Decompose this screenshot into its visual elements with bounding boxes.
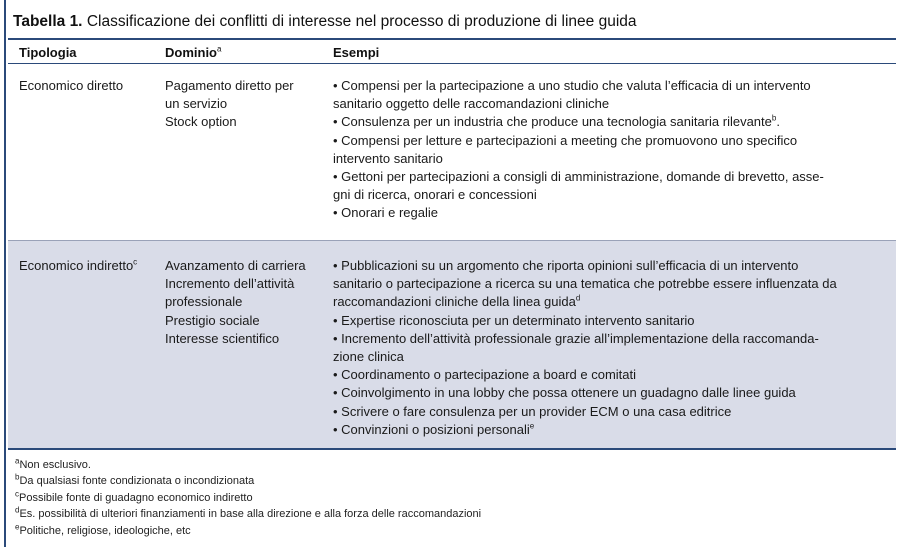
row-1-esempi-line (333, 168, 893, 186)
row-2-esempi-line (333, 275, 893, 293)
table-row-2 (8, 241, 896, 448)
row-1-esempi-text: gni di ricerca, onorari e concessioni (333, 187, 537, 203)
header-tipologia: Tipologia (19, 45, 77, 60)
footnote-ref-e: e (529, 421, 535, 431)
bottom-rule (8, 448, 896, 450)
table-title-text: Classificazione dei conflitti di interesse nel processo di produzione di linee guida (86, 13, 637, 30)
footnotes (15, 457, 481, 539)
footnote-mark: d (15, 505, 20, 515)
footnote-text: Non esclusivo. (19, 459, 91, 471)
table-title-label: Tabella 1. (13, 13, 83, 30)
row-1-dominio-line: Pagamento diretto per (165, 78, 294, 93)
row-1-esempi-line (333, 186, 893, 204)
table-title (13, 13, 637, 31)
row-2-esempi-text: • Coinvolgimento in una lobby che possa ottenere un guadagno dalle linee guida (333, 385, 796, 401)
header-dominio (165, 45, 221, 60)
footnote-text: Es. possibilità di ulteriori finanziamenti in base alla direzione e alla forza delle raccomandazioni (19, 508, 482, 521)
top-rule (8, 38, 896, 40)
row-1-dominio-line: Stock option (165, 114, 237, 130)
row-2-esempi-text: • Convinzioni o posizioni personali (333, 421, 530, 437)
footnote-c (15, 490, 481, 506)
footnote-ref-c: c (133, 257, 138, 267)
footnote-mark: b (15, 472, 20, 482)
row-1-esempi-text: sanitario oggetto delle raccomandazioni cliniche (333, 96, 610, 112)
row-2-esempi-text: • Scrivere o fare consulenza per un provider ECM o una casa editrice (333, 403, 732, 419)
row-1-esempi-line (333, 132, 893, 150)
row-2-esempi-text: raccomandazioni cliniche della linea guida (333, 294, 576, 310)
row-2-esempi-line (333, 348, 893, 366)
row-1-esempi-text: • Onorari e regalie (333, 205, 438, 221)
footnote-mark: e (15, 521, 20, 531)
row-1-esempi-line (333, 95, 893, 113)
footnote-text: Da qualsiasi fonte condizionata o incondizionata (19, 475, 255, 488)
row-2-dominio-line: professionale (165, 294, 243, 310)
row-2-esempi-text: • Coordinamento o partecipazione a board e comitati (333, 367, 637, 383)
row-1-esempi-line (333, 150, 893, 168)
footnote-a (15, 457, 481, 473)
footnote-e (15, 523, 481, 539)
row-2-tipologia (19, 257, 137, 275)
footnote-text: Possibile fonte di guadagno economico indiretto (19, 491, 253, 504)
row-2-esempi-line (333, 384, 893, 402)
row-2-esempi-line (333, 312, 893, 330)
footnote-d (15, 506, 481, 522)
row-2-esempi-line (333, 366, 893, 384)
row-1-esempi-text: • Gettoni per partecipazioni a consigli di amministrazione, domande di brevetto, asse- (333, 169, 824, 185)
table-row-1 (8, 64, 896, 240)
row-1-esempi (333, 77, 893, 223)
row-1-dominio (165, 77, 325, 132)
row-1-esempi-line (333, 204, 893, 222)
row-1-esempi-line (333, 113, 893, 131)
row-2-esempi-text: sanitario o partecipazione a ricerca su una tematica che potrebbe essere influenzata da (333, 276, 837, 292)
row-2-esempi (333, 257, 893, 439)
footnote-mark: c (15, 489, 19, 499)
footnote-mark: a (15, 456, 20, 466)
row-2-esempi-line (333, 403, 893, 421)
row-1-esempi-text: • Compensi per la partecipazione a uno studio che valuta l’efficacia di un intervento (333, 78, 811, 93)
row-2-esempi-text: • Incremento dell’attività professionale grazie all’implementazione della raccomanda- (333, 330, 819, 346)
row-1-esempi-text: intervento sanitario (333, 150, 443, 166)
row-2-esempi-line (333, 421, 893, 439)
row-2-esempi-text: zione clinica (333, 349, 404, 365)
row-2-dominio-line: Prestigio sociale (165, 312, 260, 328)
row-1-esempi-text: • Compensi per letture e partecipazioni a meeting che promuovono uno specifico (333, 132, 798, 148)
row-2-esempi-text: • Pubblicazioni su un argomento che riporta opinioni sull’efficacia di un intervento (333, 258, 799, 273)
row-1-esempi-line (333, 77, 893, 95)
row-2-esempi-line (333, 293, 893, 311)
footnote-text: Politiche, religiose, ideologiche, etc (19, 524, 191, 537)
row-2-dominio-line: Incremento dell’attività (165, 276, 295, 292)
row-2-tipologia-text: Economico indiretto (19, 258, 134, 273)
header-dominio-text: Dominio (165, 45, 217, 60)
row-2-dominio-line: Interesse scientifico (165, 330, 280, 346)
footnote-ref-b: b (771, 114, 777, 124)
row-1-esempi-text: . (776, 114, 780, 130)
row-2-esempi-line (333, 330, 893, 348)
row-2-esempi-text: • Expertise riconosciuta per un determinato intervento sanitario (333, 312, 695, 328)
row-1-tipologia (19, 77, 123, 95)
row-2-esempi-line (333, 257, 893, 275)
row-1-esempi-text: • Consulenza per un industria che produce una tecnologia sanitaria rilevante (333, 114, 772, 130)
row-2-dominio-line: Avanzamento di carriera (165, 258, 306, 273)
row-1-tipologia-text: Economico diretto (19, 78, 124, 93)
row-1-dominio-line: un servizio (165, 96, 228, 112)
footnote-b (15, 473, 481, 489)
footnote-ref-d: d (575, 294, 581, 304)
header-dominio-sup: a (217, 44, 222, 54)
header-esempi: Esempi (333, 45, 380, 60)
row-2-dominio (165, 257, 325, 348)
